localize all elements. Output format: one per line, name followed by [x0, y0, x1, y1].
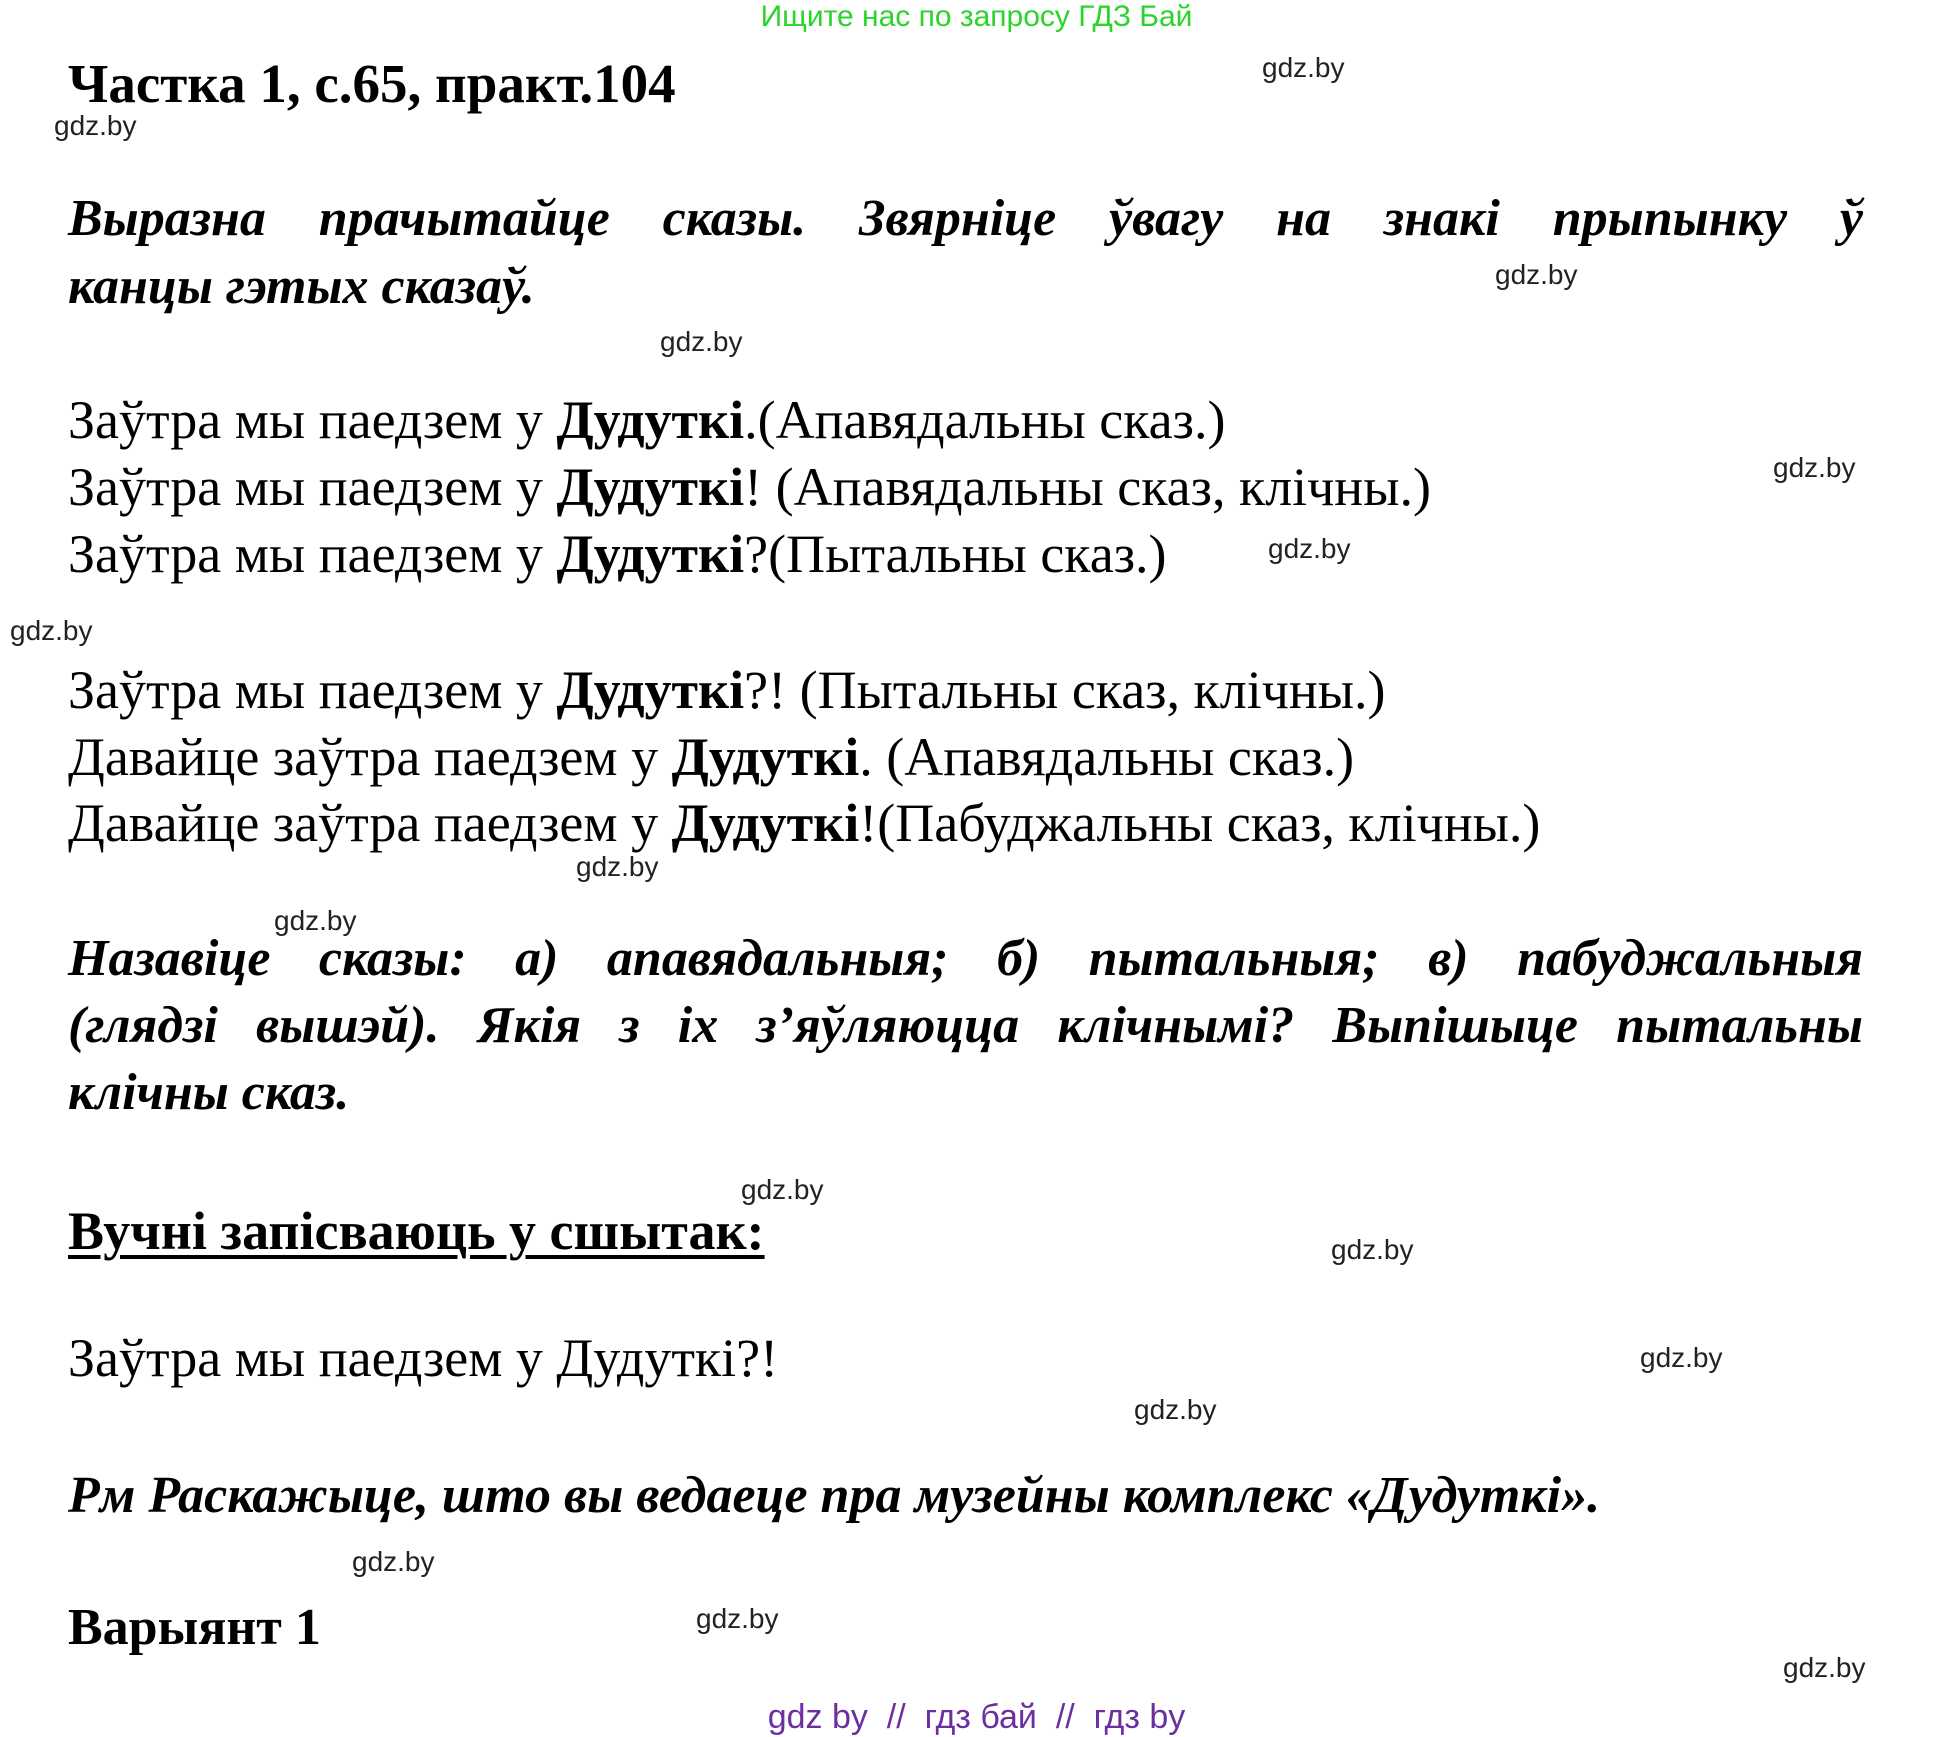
task-2-line-1: Назавіце сказы: а) апавядальныя; б) пытальныя; в) пабуджальныя: [68, 930, 1863, 987]
watermark: gdz.by: [1134, 1394, 1217, 1425]
footer-links: gdz by // гдз бай // гдз by: [767, 1698, 1186, 1736]
sentence-6-end: !(Пабуджальны сказ, клічны.): [859, 793, 1541, 853]
watermark: gdz.by: [1262, 52, 1345, 83]
sentence-5-bold: Дудуткі: [671, 727, 860, 787]
sentence-4: [68, 657, 1386, 723]
sentence-4-bold: Дудуткі: [556, 660, 745, 720]
watermark: gdz.by: [1331, 1234, 1414, 1265]
sentence-2-bold: Дудуткі: [556, 457, 745, 517]
task-1-line-1: Выразна прачытайце сказы. Звярніце ўвагу на знакі прыпынку ў: [68, 190, 1863, 247]
sentence-5-end: . (Апавядальны сказ.): [859, 727, 1355, 787]
watermark: gdz.by: [274, 905, 357, 936]
sentence-6-start: Давайце заўтра паедзем у: [68, 793, 672, 853]
page-title: Частка 1, с.65, практ.104: [68, 53, 676, 114]
watermark: gdz.by: [576, 851, 659, 882]
notebook-heading: Вучні запісваюць у сшытак:: [68, 1201, 765, 1261]
watermark: gdz.by: [10, 615, 93, 646]
sentence-1: [68, 387, 1225, 453]
sentence-1-bold: Дудуткі: [556, 390, 745, 450]
notebook-sentence: Заўтра мы паедзем у Дудуткі?!: [68, 1328, 779, 1388]
watermark: gdz.by: [660, 326, 743, 357]
sentence-5: [68, 724, 1354, 790]
sentence-6: [68, 790, 1540, 856]
sentence-1-end: .(Апавядальны сказ.): [744, 390, 1226, 450]
watermark: gdz.by: [696, 1603, 779, 1634]
watermark: gdz.by: [741, 1174, 824, 1205]
sentence-4-start: Заўтра мы паедзем у: [68, 660, 557, 720]
top-banner: Ищите нас по запросу ГДЗ Бай: [760, 0, 1193, 33]
sentence-3-bold: Дудуткі: [556, 524, 745, 584]
sentence-2-end: ! (Апавядальны сказ, клічны.): [744, 457, 1431, 517]
watermark: gdz.by: [1268, 533, 1351, 564]
sentence-1-start: Заўтра мы паедзем у: [68, 390, 557, 450]
watermark: gdz.by: [1640, 1342, 1723, 1373]
watermark: gdz.by: [352, 1546, 435, 1577]
sentence-5-start: Давайце заўтра паедзем у: [68, 727, 672, 787]
variant-heading: Варыянт 1: [68, 1599, 321, 1656]
watermark: gdz.by: [54, 110, 137, 141]
sentence-2-start: Заўтра мы паедзем у: [68, 457, 557, 517]
watermark: gdz.by: [1783, 1652, 1866, 1683]
sentence-2: [68, 454, 1431, 520]
sentence-4-end: ?! (Пытальны сказ, клічны.): [744, 660, 1386, 720]
sentence-6-bold: Дудуткі: [671, 793, 860, 853]
sentence-3-start: Заўтра мы паедзем у: [68, 524, 557, 584]
sentence-3-end: ?(Пытальны сказ.): [744, 524, 1167, 584]
task-1-line-2: канцы гэтых сказаў.: [68, 258, 535, 315]
task-2-line-2: (глядзі вышэй). Якія з іх з’яўляюцца клічнымі? Выпішыце пытальны: [68, 997, 1863, 1054]
watermark: gdz.by: [1495, 259, 1578, 290]
sentence-3: [68, 521, 1167, 587]
rm-task: Рм Раскажыце, што вы ведаеце пра музейны комплекс «Дудуткі».: [68, 1467, 1601, 1524]
watermark: gdz.by: [1773, 452, 1856, 483]
task-2-line-3: клічны сказ.: [68, 1064, 350, 1121]
